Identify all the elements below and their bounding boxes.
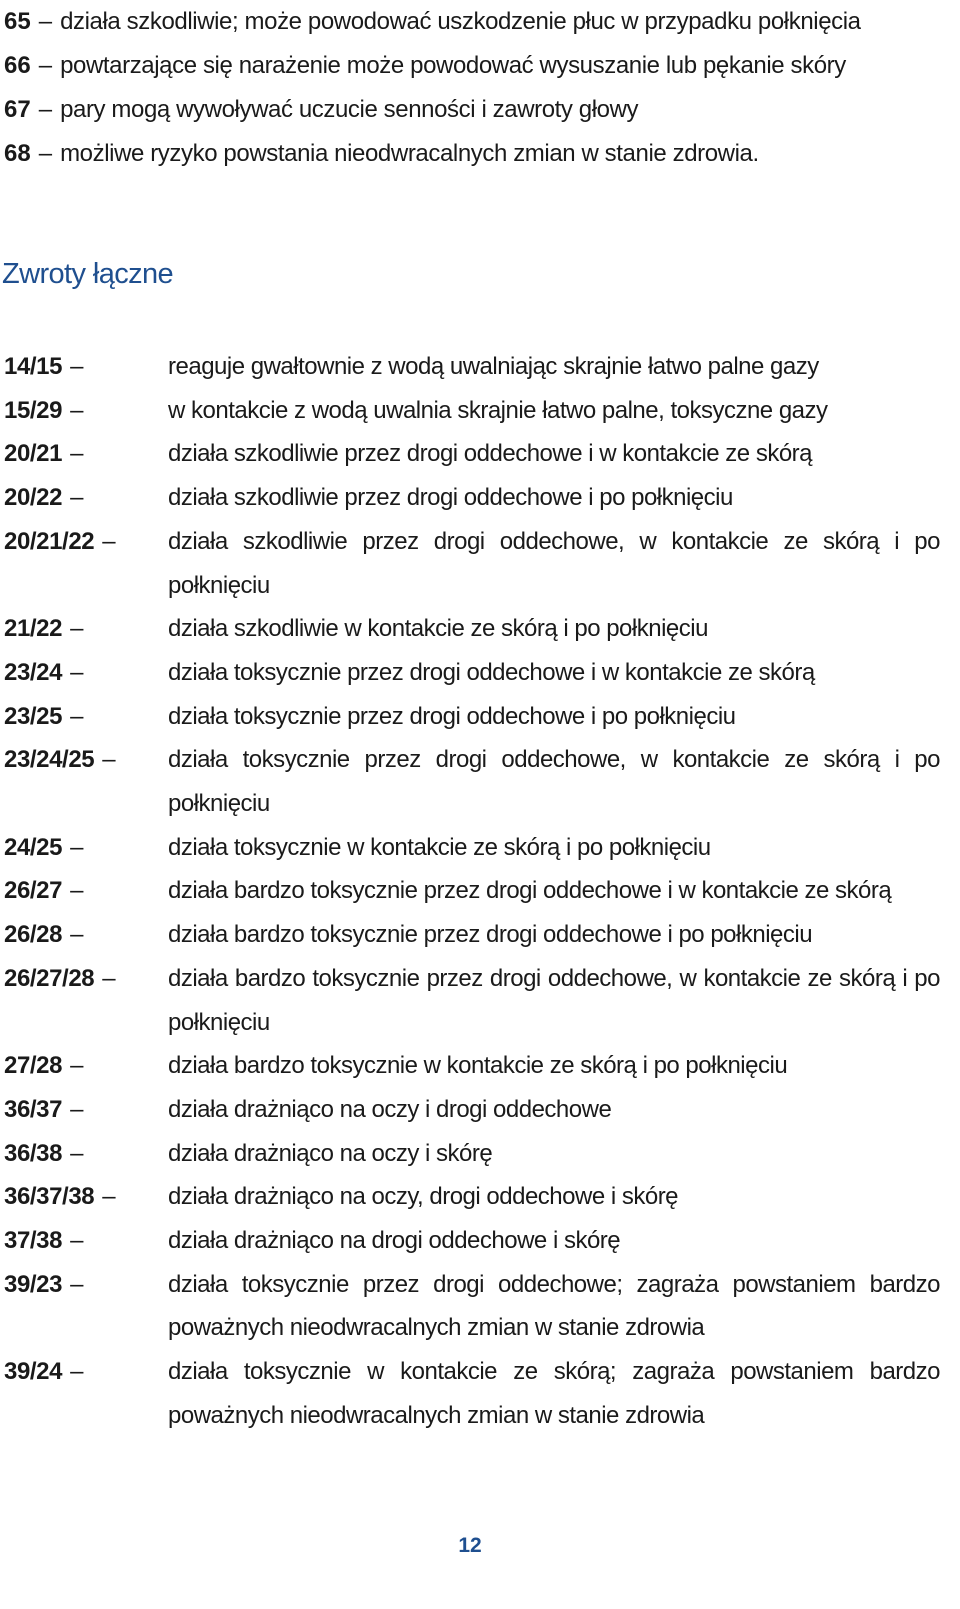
- phrase-code: 65: [4, 8, 31, 35]
- phrase-code: 21/22: [4, 615, 63, 643]
- phrase-text: w kontakcie z wodą uwalnia skrajnie łatwo palne, toksyczne gazy: [168, 396, 828, 424]
- list-item: [4, 432, 940, 476]
- page-number: 12: [458, 1534, 482, 1557]
- phrase-code-cell: [4, 738, 168, 782]
- combined-phrase-list: [4, 345, 940, 1438]
- dash-separator: –: [70, 877, 84, 905]
- dash-separator: –: [102, 527, 116, 555]
- list-item: [4, 389, 940, 433]
- phrase-text: działa drażniąco na oczy i drogi oddechowe: [168, 1095, 612, 1123]
- phrase-code-cell: [4, 1132, 168, 1176]
- phrase-code: 36/37: [4, 1095, 63, 1123]
- dash-separator: –: [70, 1227, 84, 1255]
- phrase-code: 24/25: [4, 833, 63, 861]
- phrase-code-cell: [4, 1044, 168, 1088]
- phrase-code: 66: [4, 52, 31, 79]
- phrase-code: 37/38: [4, 1227, 63, 1255]
- phrase-code-cell: [4, 432, 168, 476]
- list-item: [4, 1219, 940, 1263]
- list-item: [4, 651, 940, 695]
- phrase-code: 27/28: [4, 1052, 63, 1080]
- phrase-text: działa toksycznie przez drogi oddechowe i w kontakcie ze skórą: [168, 658, 815, 686]
- dash-separator: –: [70, 921, 84, 949]
- phrase-code: 26/27: [4, 877, 63, 905]
- dash-separator: –: [70, 396, 84, 424]
- dash-separator: –: [70, 1139, 84, 1167]
- phrase-code: 23/24: [4, 658, 63, 686]
- list-item: [4, 1044, 940, 1088]
- section-heading: Zwroty łączne: [2, 258, 174, 290]
- phrase-code: 23/24/25: [4, 746, 95, 774]
- phrase-code: 14/15: [4, 353, 63, 380]
- list-item: [4, 607, 940, 651]
- list-item: [4, 1175, 940, 1219]
- phrase-text: reaguje gwałtownie z wodą uwalniając skrajnie łatwo palne gazy: [168, 353, 819, 380]
- phrase-text: działa szkodliwie; może powodować uszkodzenie płuc w przypadku połknięcia: [60, 8, 861, 35]
- phrase-text: powtarzające się narażenie może powodować wysuszanie lub pękanie skóry: [60, 52, 846, 79]
- phrase-code-cell: [4, 476, 168, 520]
- list-item: [4, 1350, 940, 1437]
- phrase-text: działa szkodliwie przez drogi oddechowe i po połknięciu: [168, 484, 733, 512]
- phrase-text: działa toksycznie przez drogi oddechowe i po połknięciu: [168, 702, 736, 730]
- phrase-text: działa toksycznie przez drogi oddechowe; zagraża powstaniem bardzo poważnych nieodwracalnych zmian w stanie zdrowia: [168, 1270, 940, 1342]
- dash-separator: –: [70, 353, 84, 380]
- list-item: [4, 476, 940, 520]
- phrase-text: działa bardzo toksycznie przez drogi oddechowe, w kontakcie ze skórą i po połknięciu: [168, 964, 940, 1036]
- phrase-code-cell: [4, 826, 168, 870]
- phrase-code-cell: [4, 651, 168, 695]
- phrase-code-cell: [4, 389, 168, 433]
- list-item: [4, 826, 940, 870]
- dash-separator: –: [70, 658, 84, 686]
- dash-separator: –: [38, 140, 53, 167]
- phrase-code: 36/37/38: [4, 1183, 95, 1211]
- phrase-text: działa toksycznie przez drogi oddechowe, w kontakcie ze skórą i po połknięciu: [168, 746, 940, 818]
- phrase-text: działa bardzo toksycznie w kontakcie ze skórą i po połknięciu: [168, 1052, 788, 1080]
- list-item: [4, 869, 940, 913]
- phrase-code-cell: [4, 913, 168, 957]
- dash-separator: –: [70, 484, 84, 512]
- phrase-text: działa toksycznie w kontakcie ze skórą; zagraża powstaniem bardzo poważnych nieodwracalnych zmian w stanie zdrowia: [168, 1358, 940, 1429]
- phrase-code: 23/25: [4, 702, 63, 730]
- dash-separator: –: [38, 8, 53, 35]
- phrase-text: możliwe ryzyko powstania nieodwracalnych zmian w stanie zdrowia.: [60, 140, 759, 167]
- phrase-code-cell: [4, 1088, 168, 1132]
- dash-separator: –: [102, 746, 116, 774]
- dash-separator: –: [70, 833, 84, 861]
- phrase-code-cell: [4, 1263, 168, 1307]
- dash-separator: –: [70, 1052, 84, 1080]
- phrase-code-cell: [4, 345, 168, 389]
- list-item: [4, 957, 940, 1044]
- list-item: [4, 913, 940, 957]
- dash-separator: –: [70, 440, 84, 468]
- list-item: [4, 738, 940, 825]
- dash-separator: –: [38, 96, 53, 123]
- phrase-code: 36/38: [4, 1139, 63, 1167]
- phrase-text: działa drażniąco na oczy i skórę: [168, 1139, 493, 1167]
- phrase-text: pary mogą wywoływać uczucie senności i zawroty głowy: [60, 96, 639, 123]
- list-item: [4, 520, 940, 607]
- phrase-text: działa szkodliwie przez drogi oddechowe i w kontakcie ze skórą: [168, 440, 812, 468]
- phrase-code: 20/22: [4, 484, 63, 512]
- phrase-code: 20/21/22: [4, 527, 95, 555]
- phrase-code: 68: [4, 140, 31, 167]
- dash-separator: –: [70, 615, 84, 643]
- phrase-code-cell: [4, 1219, 168, 1263]
- list-item: [4, 1088, 940, 1132]
- dash-separator: –: [102, 964, 116, 992]
- phrase-code: 39/24: [4, 1358, 63, 1386]
- phrase-code: 20/21: [4, 440, 63, 468]
- dash-separator: –: [70, 1270, 84, 1298]
- phrase-code-cell: [4, 957, 168, 1001]
- phrase-code-cell: [4, 1350, 168, 1394]
- phrase-text: działa bardzo toksycznie przez drogi oddechowe i w kontakcie ze skórą: [168, 877, 892, 905]
- phrase-text: działa bardzo toksycznie przez drogi oddechowe i po połknięciu: [168, 921, 813, 949]
- dash-separator: –: [70, 702, 84, 730]
- dash-separator: –: [70, 1358, 84, 1386]
- list-item: [4, 345, 940, 389]
- phrase-text: działa drażniąco na drogi oddechowe i skórę: [168, 1227, 621, 1255]
- dash-separator: –: [38, 52, 53, 79]
- phrase-code-cell: [4, 520, 168, 564]
- phrase-text: działa szkodliwie przez drogi oddechowe, w kontakcie ze skórą i po połknięciu: [168, 527, 940, 599]
- phrase-code-cell: [4, 695, 168, 739]
- phrase-text: działa toksycznie w kontakcie ze skórą i po połknięciu: [168, 833, 711, 861]
- risk-phrase-list: [4, 0, 954, 176]
- dash-separator: –: [102, 1183, 116, 1211]
- dash-separator: –: [70, 1095, 84, 1123]
- list-item: [4, 695, 940, 739]
- list-item: [4, 1132, 940, 1176]
- phrase-text: działa drażniąco na oczy, drogi oddechowe i skórę: [168, 1183, 679, 1211]
- list-item: [4, 1263, 940, 1350]
- phrase-code: 15/29: [4, 396, 63, 424]
- phrase-code: 26/27/28: [4, 964, 95, 992]
- list-item: [4, 0, 954, 44]
- list-item: [4, 44, 954, 88]
- list-item: [4, 88, 954, 132]
- phrase-code: 26/28: [4, 921, 63, 949]
- phrase-code-cell: [4, 869, 168, 913]
- phrase-code: 39/23: [4, 1270, 63, 1298]
- phrase-code: 67: [4, 96, 31, 123]
- phrase-text: działa szkodliwie w kontakcie ze skórą i po połknięciu: [168, 615, 708, 643]
- list-item: [4, 132, 954, 176]
- phrase-code-cell: [4, 607, 168, 651]
- phrase-code-cell: [4, 1175, 168, 1219]
